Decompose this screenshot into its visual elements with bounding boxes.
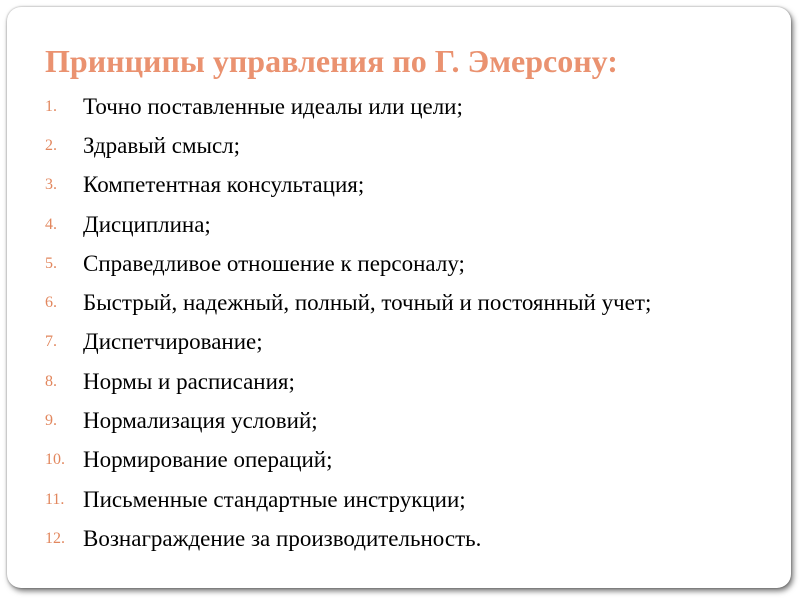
list-item	[45, 283, 651, 322]
list-item-number: 4.	[45, 215, 57, 233]
list-item-number: 6.	[45, 294, 57, 312]
list-item-text: Справедливое отношение к персоналу;	[83, 250, 465, 276]
list-item-text: Быстрый, надежный, полный, точный и постоянный учет;	[83, 290, 652, 316]
list-item-number: 5.	[45, 254, 57, 272]
list-item-text: Точно поставленные идеалы или цели;	[83, 93, 463, 119]
list-item-number: 1.	[45, 97, 57, 115]
list-item	[45, 441, 651, 480]
list-item-text: Нормирование операций;	[83, 447, 333, 473]
list-item	[45, 126, 651, 165]
slide-frame	[7, 7, 791, 588]
list-item	[45, 87, 651, 126]
list-item	[45, 244, 651, 283]
list-item-text: Письменные стандартные инструкции;	[83, 486, 466, 512]
list-item	[45, 323, 651, 362]
list-item	[45, 362, 651, 401]
list-item-number: 10.	[45, 451, 65, 469]
list-item-text: Вознаграждение за производительность.	[83, 525, 482, 551]
list-item-text: Нормализация условий;	[83, 408, 318, 434]
list-item-text: Нормы и расписания;	[83, 368, 295, 394]
slide-title: Принципы управления по Г. Эмерсону:	[45, 43, 618, 79]
principles-list	[45, 87, 651, 559]
list-item-number: 11.	[45, 490, 65, 508]
list-item-number: 3.	[45, 176, 57, 194]
list-item-text: Компетентная консультация;	[83, 172, 365, 198]
list-item	[45, 480, 651, 519]
list-item	[45, 205, 651, 244]
list-item-number: 2.	[45, 136, 57, 154]
list-item-text: Дисциплина;	[83, 211, 211, 237]
list-item	[45, 166, 651, 205]
list-item-number: 12.	[45, 529, 65, 547]
list-item-number: 7.	[45, 333, 57, 351]
list-item-number: 9.	[45, 412, 57, 430]
list-item-number: 8.	[45, 372, 57, 390]
list-item-text: Диспетчирование;	[83, 329, 263, 355]
list-item	[45, 519, 651, 558]
list-item	[45, 401, 651, 440]
list-item-text: Здравый смысл;	[83, 132, 241, 158]
